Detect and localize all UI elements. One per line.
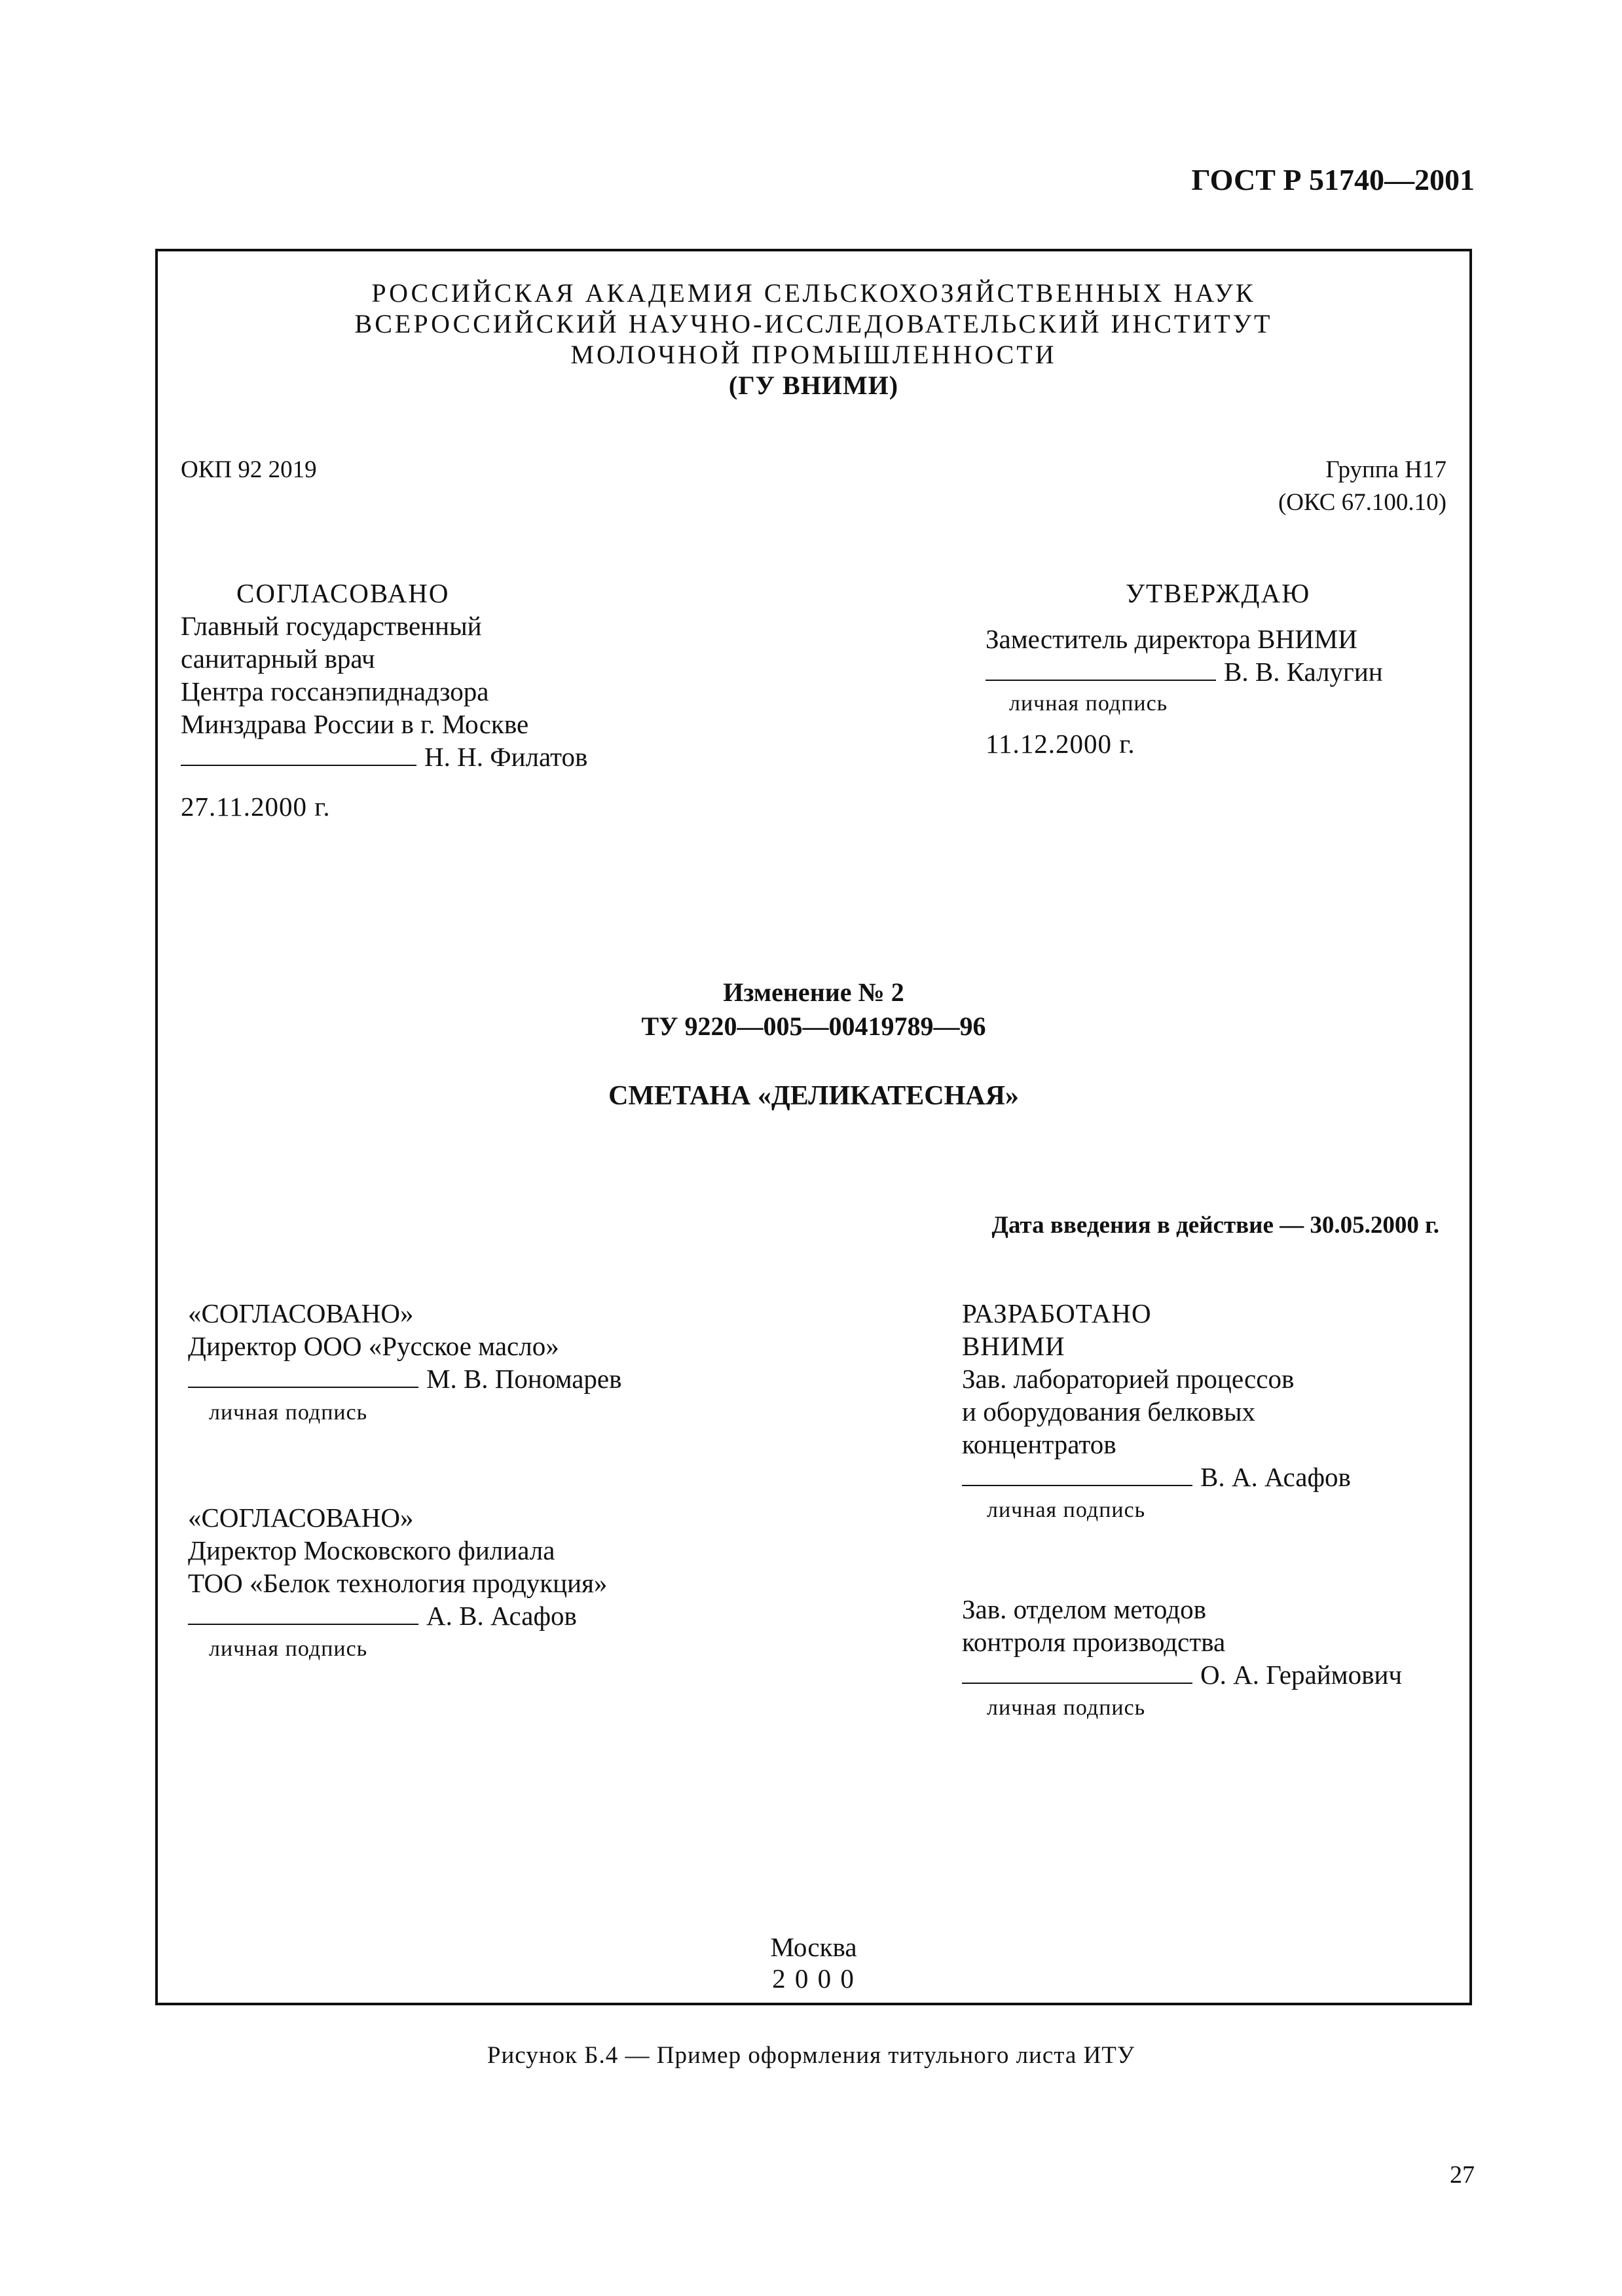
signature-line xyxy=(181,765,416,766)
agreed-1-sig-label: личная подпись xyxy=(209,1400,368,1425)
change-number: Изменение № 2 xyxy=(723,977,904,1007)
control-name: О. А. Гераймович xyxy=(1200,1660,1403,1690)
agreed-2-name: А. В. Асафов xyxy=(426,1601,577,1631)
developed-line-1: Зав. лабораторией процессов xyxy=(962,1364,1295,1394)
approve-name: В. В. Калугин xyxy=(1224,657,1383,687)
product-name: СМЕТАНА «ДЕЛИКАТЕСНАЯ» xyxy=(608,1081,1019,1111)
agreed-2-sig-label: личная подпись xyxy=(209,1637,368,1661)
agreed-2-signature-row xyxy=(188,1599,577,1633)
developed-org: ВНИМИ xyxy=(962,1331,1065,1361)
developed-heading: РАЗРАБОТАНО xyxy=(962,1298,1152,1328)
org-abbr: (ГУ ВНИМИ) xyxy=(728,371,899,400)
page-number: 27 xyxy=(1450,2161,1475,2189)
approve-sig-label: личная подпись xyxy=(1009,691,1168,716)
oks-code: (ОКС 67.100.10) xyxy=(1278,489,1447,516)
developed-name: В. А. Асафов xyxy=(1200,1462,1351,1492)
signature-line xyxy=(188,1387,418,1388)
agreed-1-signature-row xyxy=(188,1362,622,1396)
org-line-3: МОЛОЧНОЙ ПРОМЫШЛЕННОСТИ xyxy=(570,340,1057,369)
control-line-1: Зав. отделом методов xyxy=(962,1594,1206,1624)
developed-signature-row xyxy=(962,1460,1351,1494)
developed-line-3: концентратов xyxy=(962,1429,1116,1459)
agreed-2-heading: «СОГЛАСОВАНО» xyxy=(188,1503,414,1533)
approve-signature-row xyxy=(986,655,1383,689)
agreed-top-line-2: санитарный врач xyxy=(181,644,375,674)
agreed-top-line-4: Минздрава России в г. Москве xyxy=(181,709,529,739)
signature-line xyxy=(962,1485,1192,1486)
org-line-1: РОССИЙСКАЯ АКАДЕМИЯ СЕЛЬСКОХОЗЯЙСТВЕННЫХ НАУК xyxy=(371,278,1256,308)
title-page-frame xyxy=(155,249,1472,2005)
control-signature-row xyxy=(962,1658,1402,1692)
agreed-top-signature-row xyxy=(181,740,587,774)
okp-code: ОКП 92 2019 xyxy=(181,456,317,483)
agreed-2-line-2: ТОО «Белок технология продукция» xyxy=(188,1568,608,1598)
agreed-top-line-1: Главный государственный xyxy=(181,611,482,641)
signature-line xyxy=(188,1624,418,1625)
agreed-top-heading: СОГЛАСОВАНО xyxy=(236,578,450,608)
group-code: Группа Н17 xyxy=(1325,456,1447,483)
control-line-2: контроля производства xyxy=(962,1627,1226,1657)
agreed-1-heading: «СОГЛАСОВАНО» xyxy=(188,1298,414,1328)
org-line-2: ВСЕРОССИЙСКИЙ НАУЧНО-ИССЛЕДОВАТЕЛЬСКИЙ ИНСТИТУТ xyxy=(354,309,1273,338)
control-sig-label: личная подпись xyxy=(987,1696,1146,1720)
figure-caption: Рисунок Б.4 — Пример оформления титульного листа ИТУ xyxy=(487,2042,1135,2069)
approve-heading: УТВЕРЖДАЮ xyxy=(1126,578,1311,608)
developed-sig-label: личная подпись xyxy=(987,1498,1146,1522)
agreed-top-line-3: Центра госсанэпиднадзора xyxy=(181,676,489,706)
spec-number: ТУ 9220—005—00419789—96 xyxy=(641,1011,986,1041)
effective-date: Дата введения в действие — 30.05.2000 г. xyxy=(991,1212,1439,1239)
agreed-top-name: Н. Н. Филатов xyxy=(424,742,588,772)
agreed-1-name: М. В. Пономарев xyxy=(426,1364,622,1394)
agreed-top-date: 27.11.2000 г. xyxy=(181,792,331,822)
signature-line xyxy=(986,680,1216,681)
approve-position: Заместитель директора ВНИМИ xyxy=(986,624,1357,654)
approve-date: 11.12.2000 г. xyxy=(986,729,1135,759)
standard-number: ГОСТ Р 51740—2001 xyxy=(1191,163,1475,196)
footer-year: 2 0 0 0 xyxy=(772,1963,855,1994)
developed-line-2: и оборудования белковых xyxy=(962,1396,1256,1427)
agreed-2-line-1: Директор Московского филиала xyxy=(188,1535,555,1565)
agreed-1-position: Директор ООО «Русское масло» xyxy=(188,1331,559,1361)
footer-city: Москва xyxy=(770,1932,857,1962)
signature-line xyxy=(962,1683,1192,1684)
